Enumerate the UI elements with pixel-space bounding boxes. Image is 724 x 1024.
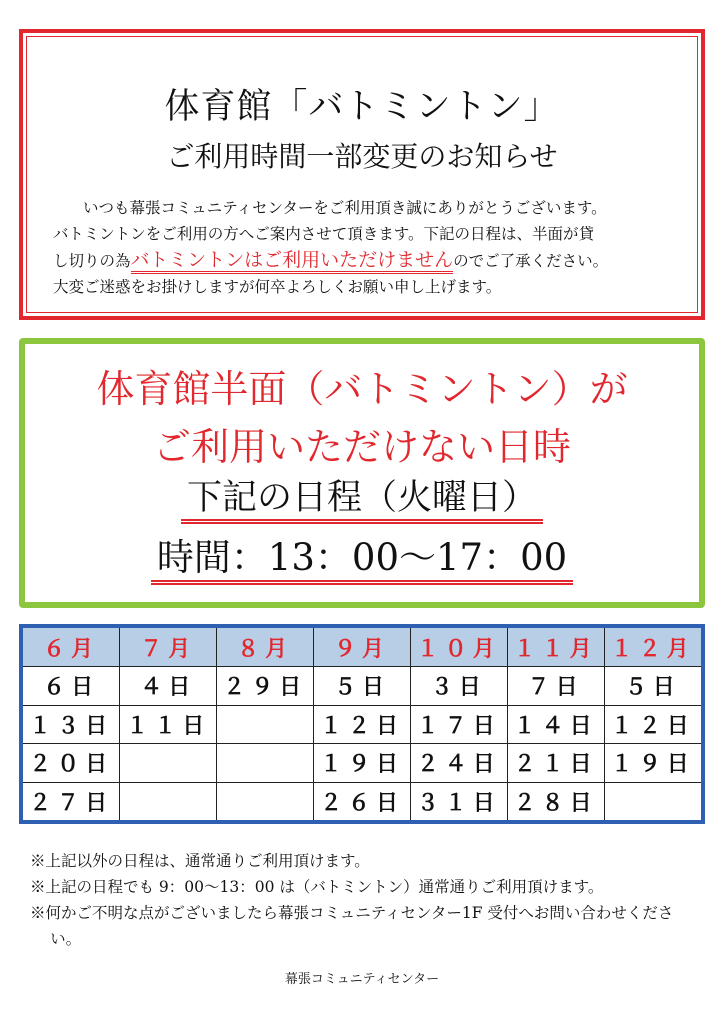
date-cell: １３日	[23, 705, 120, 744]
date-cell: ２９日	[217, 667, 314, 706]
date-cell: ３日	[410, 667, 507, 706]
month-header: ８月	[217, 628, 314, 667]
date-cell	[120, 782, 217, 820]
date-cell: １２日	[314, 705, 411, 744]
footnotes	[30, 848, 700, 952]
schedule-table	[19, 624, 705, 824]
date-cell: ３１日	[410, 782, 507, 820]
footnote: ※上記以外の日程は、通常通りご利用頂けます。	[30, 852, 370, 870]
date-cell	[217, 782, 314, 820]
date-cell: ２７日	[23, 782, 120, 820]
table-row	[23, 782, 701, 820]
date-cell: ５日	[314, 667, 411, 706]
date-cell: ２４日	[410, 744, 507, 783]
table-row	[23, 667, 701, 706]
notice-line-2: バトミントンをご利用の方へご案内させて頂きます。下記の日程は、半面が貸	[53, 225, 594, 243]
highlight-line-2: ご利用いただけない日時	[152, 425, 571, 469]
date-cell: １７日	[410, 705, 507, 744]
month-header: ６月	[23, 628, 120, 667]
footnote: ※何かご不明な点がございましたら幕張コミュニティセンター1F 受付へお問い合わせください。	[30, 904, 674, 948]
schedule-header-row	[23, 628, 701, 667]
date-cell: ４日	[120, 667, 217, 706]
month-header: １１月	[507, 628, 604, 667]
notice-inner-frame	[26, 36, 698, 313]
highlight-schedule-label: 下記の日程（火曜日）	[181, 480, 543, 524]
notice-line-3-after: のでご了承ください。	[453, 252, 609, 270]
date-cell	[217, 705, 314, 744]
date-cell: １２日	[604, 705, 701, 744]
date-cell: ６日	[23, 667, 120, 706]
month-header: １２月	[604, 628, 701, 667]
date-cell: ５日	[604, 667, 701, 706]
month-header: ７月	[120, 628, 217, 667]
date-cell	[120, 744, 217, 783]
date-cell: ２８日	[507, 782, 604, 820]
highlight-time-label: 時間：13：00～17：00	[151, 539, 573, 585]
month-header: １０月	[410, 628, 507, 667]
highlight-line-1: 体育館半面（バトミントン）が	[96, 367, 628, 411]
date-cell	[604, 782, 701, 820]
notice-line-3-before: し切りの為	[53, 252, 131, 270]
date-cell: ２６日	[314, 782, 411, 820]
highlight-schedule-label-row	[25, 478, 699, 524]
notice-body	[53, 195, 683, 300]
highlight-box	[19, 338, 705, 608]
date-cell	[217, 744, 314, 783]
month-header: ９月	[314, 628, 411, 667]
date-cell: １９日	[314, 744, 411, 783]
notice-line-1: いつも幕張コミュニティセンターをご利用頂き誠にありがとうございます。	[83, 199, 607, 217]
date-cell: ７日	[507, 667, 604, 706]
notice-title: 体育館「バトミントン」	[164, 87, 560, 127]
footer-organization: 幕張コミュニティセンター	[284, 972, 440, 987]
footnote: ※上記の日程でも 9：00～13：00 は（バトミントン）通常通りご利用頂けます。	[30, 878, 604, 896]
highlight-time-label-row	[25, 536, 699, 585]
table-row	[23, 705, 701, 744]
notice-line-4: 大変ご迷惑をお掛けしますが何卒よろしくお願い申し上げます。	[53, 278, 502, 296]
table-row	[23, 744, 701, 783]
notice-line-3	[53, 247, 683, 274]
date-cell: １９日	[604, 744, 701, 783]
date-cell: ２１日	[507, 744, 604, 783]
date-cell: １１日	[120, 705, 217, 744]
notice-box	[19, 29, 705, 320]
date-cell: １４日	[507, 705, 604, 744]
notice-emphasis: バトミントンはご利用いただけません	[131, 249, 454, 274]
notice-subtitle: ご利用時間一部変更のお知らせ	[166, 140, 558, 173]
date-cell: ２０日	[23, 744, 120, 783]
